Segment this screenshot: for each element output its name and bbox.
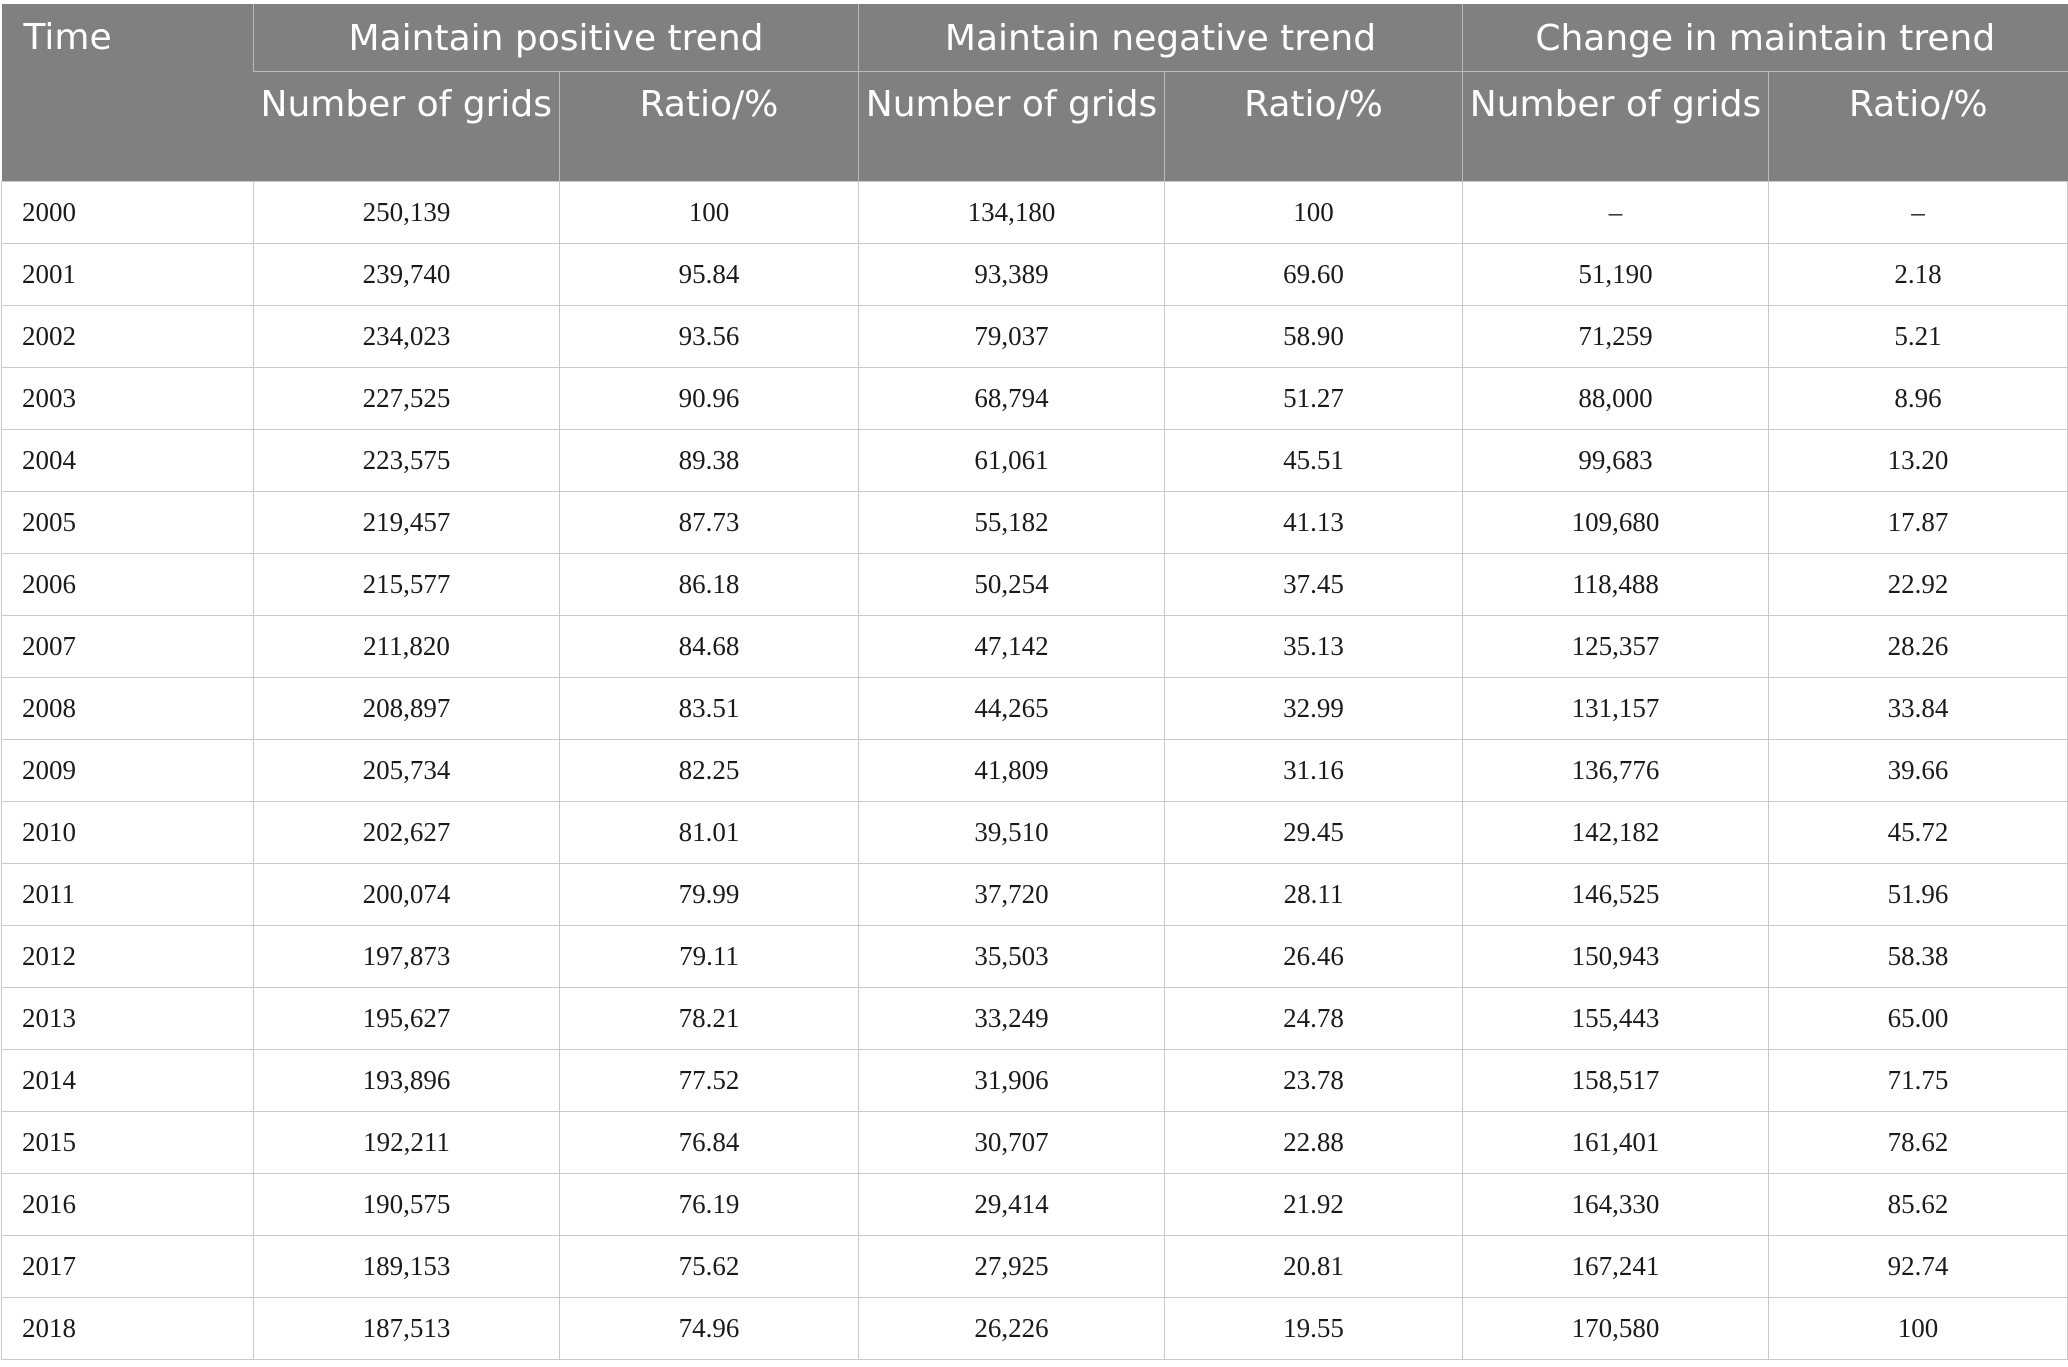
change-grids-cell: 136,776 [1463, 740, 1769, 802]
negative-ratio-cell: 58.90 [1165, 306, 1463, 368]
negative-ratio-cell: 23.78 [1165, 1050, 1463, 1112]
negative-ratio-cell: 32.99 [1165, 678, 1463, 740]
positive-grids-cell: 250,139 [254, 182, 560, 244]
change-grids-cell: 158,517 [1463, 1050, 1769, 1112]
positive-ratio-cell: 75.62 [560, 1236, 859, 1298]
time-cell: 2008 [2, 678, 254, 740]
change-grids-cell: 167,241 [1463, 1236, 1769, 1298]
change-grids-cell: 51,190 [1463, 244, 1769, 306]
positive-grids-cell: 234,023 [254, 306, 560, 368]
table-header [2, 4, 2068, 182]
negative-grids-cell: 26,226 [859, 1298, 1165, 1360]
negative-ratio-cell: 29.45 [1165, 802, 1463, 864]
table-row [2, 678, 2068, 740]
time-cell: 2000 [2, 182, 254, 244]
time-cell: 2007 [2, 616, 254, 678]
positive-ratio-cell: 86.18 [560, 554, 859, 616]
change-ratio-cell: 13.20 [1769, 430, 2068, 492]
positive-grids-cell: 202,627 [254, 802, 560, 864]
change-grids-cell: 155,443 [1463, 988, 1769, 1050]
positive-grids-cell: 197,873 [254, 926, 560, 988]
time-column-header: Time [2, 4, 254, 182]
positive-ratio-cell: 82.25 [560, 740, 859, 802]
change-grids-cell: 99,683 [1463, 430, 1769, 492]
positive-trend-group-header: Maintain positive trend [254, 4, 859, 72]
table-row [2, 306, 2068, 368]
negative-ratio-cell: 20.81 [1165, 1236, 1463, 1298]
time-cell: 2018 [2, 1298, 254, 1360]
change-grids-cell: 150,943 [1463, 926, 1769, 988]
positive-grids-cell: 190,575 [254, 1174, 560, 1236]
change-ratio-cell: 22.92 [1769, 554, 2068, 616]
negative-grids-cell: 55,182 [859, 492, 1165, 554]
table-row [2, 740, 2068, 802]
negative-grids-cell: 68,794 [859, 368, 1165, 430]
change-ratio-cell: 39.66 [1769, 740, 2068, 802]
positive-grids-cell: 189,153 [254, 1236, 560, 1298]
negative-trend-group-header: Maintain negative trend [859, 4, 1463, 72]
change-ratio-cell: – [1769, 182, 2068, 244]
negative-grids-cell: 29,414 [859, 1174, 1165, 1236]
change-ratio-cell: 51.96 [1769, 864, 2068, 926]
header-sub-row [2, 72, 2068, 182]
time-cell: 2013 [2, 988, 254, 1050]
time-cell: 2006 [2, 554, 254, 616]
table-row [2, 430, 2068, 492]
negative-grids-cell: 134,180 [859, 182, 1165, 244]
negative-ratio-cell: 51.27 [1165, 368, 1463, 430]
table-row [2, 492, 2068, 554]
positive-ratio-cell: 81.01 [560, 802, 859, 864]
negative-grids-cell: 41,809 [859, 740, 1165, 802]
positive-ratio-cell: 100 [560, 182, 859, 244]
negative-grids-cell: 27,925 [859, 1236, 1165, 1298]
negative-ratio-cell: 31.16 [1165, 740, 1463, 802]
negative-grids-cell: 35,503 [859, 926, 1165, 988]
positive-ratio-cell: 90.96 [560, 368, 859, 430]
positive-grids-cell: 200,074 [254, 864, 560, 926]
negative-ratio-cell: 41.13 [1165, 492, 1463, 554]
table-row [2, 802, 2068, 864]
positive-ratio-cell: 84.68 [560, 616, 859, 678]
positive-ratio-cell: 77.52 [560, 1050, 859, 1112]
table-row [2, 244, 2068, 306]
change-ratio-cell: 33.84 [1769, 678, 2068, 740]
change-ratio-cell: 58.38 [1769, 926, 2068, 988]
positive-ratio-cell: 78.21 [560, 988, 859, 1050]
negative-ratio-cell: 28.11 [1165, 864, 1463, 926]
positive-grids-cell: 227,525 [254, 368, 560, 430]
negative-ratio-cell: 100 [1165, 182, 1463, 244]
negative-grids-cell: 37,720 [859, 864, 1165, 926]
change-trend-group-header: Change in maintain trend [1463, 4, 2068, 72]
change-ratio-cell: 8.96 [1769, 368, 2068, 430]
positive-grids-cell: 215,577 [254, 554, 560, 616]
negative-grids-cell: 33,249 [859, 988, 1165, 1050]
change-ratio-cell: 2.18 [1769, 244, 2068, 306]
change-ratio-cell: 71.75 [1769, 1050, 2068, 1112]
time-cell: 2011 [2, 864, 254, 926]
positive-grids-cell: 192,211 [254, 1112, 560, 1174]
time-cell: 2012 [2, 926, 254, 988]
positive-grids-header: Number of grids [254, 72, 560, 182]
time-cell: 2002 [2, 306, 254, 368]
negative-grids-cell: 39,510 [859, 802, 1165, 864]
negative-grids-cell: 50,254 [859, 554, 1165, 616]
table-body [2, 182, 2068, 1360]
change-ratio-header: Ratio/% [1769, 72, 2068, 182]
positive-ratio-cell: 76.84 [560, 1112, 859, 1174]
negative-grids-cell: 30,707 [859, 1112, 1165, 1174]
time-cell: 2009 [2, 740, 254, 802]
positive-grids-cell: 223,575 [254, 430, 560, 492]
positive-ratio-cell: 79.99 [560, 864, 859, 926]
positive-grids-cell: 239,740 [254, 244, 560, 306]
negative-ratio-cell: 69.60 [1165, 244, 1463, 306]
change-grids-cell: 170,580 [1463, 1298, 1769, 1360]
positive-ratio-header: Ratio/% [560, 72, 859, 182]
change-ratio-cell: 92.74 [1769, 1236, 2068, 1298]
negative-ratio-cell: 21.92 [1165, 1174, 1463, 1236]
positive-grids-cell: 193,896 [254, 1050, 560, 1112]
time-cell: 2015 [2, 1112, 254, 1174]
positive-grids-cell: 211,820 [254, 616, 560, 678]
table-row [2, 616, 2068, 678]
table-row [2, 368, 2068, 430]
positive-ratio-cell: 74.96 [560, 1298, 859, 1360]
change-grids-cell: 161,401 [1463, 1112, 1769, 1174]
positive-ratio-cell: 79.11 [560, 926, 859, 988]
positive-grids-cell: 208,897 [254, 678, 560, 740]
change-grids-cell: – [1463, 182, 1769, 244]
negative-ratio-cell: 37.45 [1165, 554, 1463, 616]
change-grids-cell: 88,000 [1463, 368, 1769, 430]
negative-grids-cell: 93,389 [859, 244, 1165, 306]
negative-grids-cell: 61,061 [859, 430, 1165, 492]
negative-ratio-cell: 35.13 [1165, 616, 1463, 678]
change-grids-cell: 146,525 [1463, 864, 1769, 926]
negative-ratio-cell: 19.55 [1165, 1298, 1463, 1360]
time-cell: 2004 [2, 430, 254, 492]
change-ratio-cell: 45.72 [1769, 802, 2068, 864]
table-row [2, 182, 2068, 244]
table-row [2, 864, 2068, 926]
change-grids-header: Number of grids [1463, 72, 1769, 182]
negative-grids-cell: 31,906 [859, 1050, 1165, 1112]
negative-grids-header: Number of grids [859, 72, 1165, 182]
positive-ratio-cell: 87.73 [560, 492, 859, 554]
positive-grids-cell: 195,627 [254, 988, 560, 1050]
negative-ratio-cell: 26.46 [1165, 926, 1463, 988]
change-ratio-cell: 28.26 [1769, 616, 2068, 678]
table-row [2, 988, 2068, 1050]
time-cell: 2014 [2, 1050, 254, 1112]
negative-grids-cell: 44,265 [859, 678, 1165, 740]
change-ratio-cell: 100 [1769, 1298, 2068, 1360]
positive-ratio-cell: 76.19 [560, 1174, 859, 1236]
negative-grids-cell: 79,037 [859, 306, 1165, 368]
change-ratio-cell: 78.62 [1769, 1112, 2068, 1174]
positive-grids-cell: 219,457 [254, 492, 560, 554]
positive-ratio-cell: 95.84 [560, 244, 859, 306]
table-row [2, 1174, 2068, 1236]
data-table [1, 4, 2068, 1360]
time-cell: 2005 [2, 492, 254, 554]
header-group-row [2, 4, 2068, 72]
time-cell: 2010 [2, 802, 254, 864]
table-row [2, 926, 2068, 988]
negative-ratio-cell: 24.78 [1165, 988, 1463, 1050]
change-ratio-cell: 17.87 [1769, 492, 2068, 554]
table-row [2, 554, 2068, 616]
time-cell: 2016 [2, 1174, 254, 1236]
negative-grids-cell: 47,142 [859, 616, 1165, 678]
positive-ratio-cell: 83.51 [560, 678, 859, 740]
change-grids-cell: 71,259 [1463, 306, 1769, 368]
change-grids-cell: 118,488 [1463, 554, 1769, 616]
change-ratio-cell: 5.21 [1769, 306, 2068, 368]
table-row [2, 1298, 2068, 1360]
change-grids-cell: 131,157 [1463, 678, 1769, 740]
table-row [2, 1050, 2068, 1112]
change-grids-cell: 164,330 [1463, 1174, 1769, 1236]
time-cell: 2017 [2, 1236, 254, 1298]
change-grids-cell: 109,680 [1463, 492, 1769, 554]
time-cell: 2003 [2, 368, 254, 430]
positive-ratio-cell: 93.56 [560, 306, 859, 368]
change-grids-cell: 125,357 [1463, 616, 1769, 678]
negative-ratio-cell: 22.88 [1165, 1112, 1463, 1174]
change-ratio-cell: 65.00 [1769, 988, 2068, 1050]
positive-ratio-cell: 89.38 [560, 430, 859, 492]
positive-grids-cell: 187,513 [254, 1298, 560, 1360]
time-cell: 2001 [2, 244, 254, 306]
change-grids-cell: 142,182 [1463, 802, 1769, 864]
negative-ratio-header: Ratio/% [1165, 72, 1463, 182]
table-row [2, 1236, 2068, 1298]
positive-grids-cell: 205,734 [254, 740, 560, 802]
change-ratio-cell: 85.62 [1769, 1174, 2068, 1236]
negative-ratio-cell: 45.51 [1165, 430, 1463, 492]
table-row [2, 1112, 2068, 1174]
